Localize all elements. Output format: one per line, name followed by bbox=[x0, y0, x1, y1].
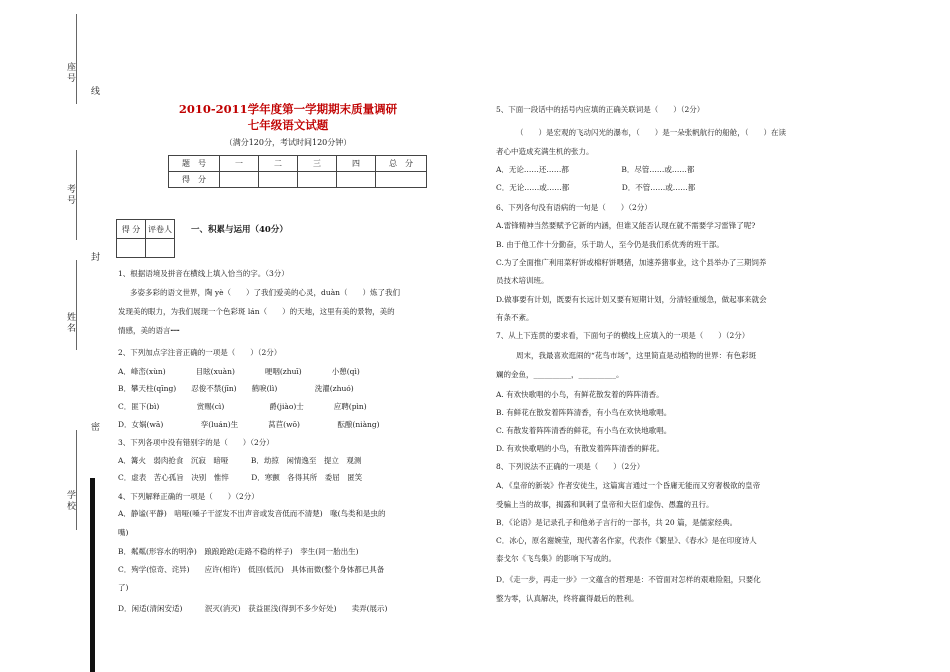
left-text-line: 多姿多彩的语文世界，陶 yè（ ）了我们爱美的心灵，duàn（ ）炼了我们 bbox=[130, 288, 400, 297]
score-header: 题 号 bbox=[169, 156, 220, 172]
right-text-line: C．冰心，原名谢婉莹，现代著名作家，代表作《繁星》、《春水》是在印度诗人 bbox=[496, 536, 757, 545]
school-label: 学校 bbox=[65, 490, 75, 512]
right-text-line: A. 有欢快歌唱的小鸟，有鲜花散发着的阵阵清香。 bbox=[496, 390, 664, 399]
binding-margin bbox=[0, 0, 110, 672]
left-text-line: 4、下列解释正确的一项是（ ）（2分） bbox=[118, 492, 259, 501]
score-cell[interactable] bbox=[298, 172, 337, 188]
score-cell[interactable] bbox=[337, 172, 376, 188]
grader-cell[interactable] bbox=[146, 239, 175, 258]
exam-note: （满分120分，考试时间120分钟） bbox=[224, 138, 352, 147]
left-text-line: C．匪下(bì) 赏赐(cì) 爵(jiào)士 应聘(pìn) bbox=[118, 402, 367, 411]
right-text-line: C.为了全面推广利用菜籽饼或棉籽饼喂猪，加速养猪事业，这个县举办了三期饲养 bbox=[496, 258, 767, 267]
name-label: 姓名 bbox=[65, 312, 75, 334]
margin-line bbox=[76, 14, 77, 104]
right-text-line: 斓的金鱼，__________，__________。 bbox=[496, 370, 624, 379]
right-text-line: 8、下列说法不正确的一项是（ ）（2分） bbox=[496, 462, 645, 471]
grader-label: 评卷人 bbox=[146, 220, 175, 239]
margin-mark-seal: 封 bbox=[89, 252, 99, 261]
left-text-line: C．虚表 苦心孤旨 决别 惟悴 D．寒颤 各得其所 委屈 匿笑 bbox=[118, 473, 363, 482]
margin-mark-line: 线 bbox=[89, 86, 99, 95]
grader-score-label: 得 分 bbox=[117, 220, 146, 239]
right-text-line: A.雷锋精神当然要赋予它新的内涵，但谁又能否认现在就不需要学习雷锋了呢? bbox=[496, 221, 756, 230]
right-text-line: 7、从上下连贯的要求看，下面句子的横线上应填入的一项是（ ）（2分） bbox=[496, 331, 750, 340]
exam-title: 2010-2011学年度第一学期期末质量调研 bbox=[178, 102, 398, 116]
margin-line bbox=[76, 260, 77, 350]
score-header: 四 bbox=[337, 156, 376, 172]
right-text-line: 5、下面一段话中的括号内应填的正确关联词是（ ）（2分） bbox=[496, 105, 705, 114]
right-text-line: D. 有欢快歌唱的小鸟，有散发着阵阵清香的鲜花。 bbox=[496, 444, 665, 453]
margin-mark-secret: 密 bbox=[89, 422, 99, 431]
right-text-line: 受骗上当的故事，揭露和讽刺了皇帝和大臣们虚伪、愚蠢的丑行。 bbox=[496, 500, 714, 509]
left-text-line: A．峰峦(xùn) 目眩(xuàn) 哽咽(zhuī) 小憩(qì) bbox=[118, 367, 360, 376]
exam-number-label: 考号 bbox=[65, 184, 75, 206]
right-text-line: B. 由于他工作十分勤奋，乐于助人，至今仍是我们系优秀的班干部。 bbox=[496, 240, 724, 249]
right-text-line: C. 有散发着阵阵清香的鲜花，有小鸟在欢快地歌唱。 bbox=[496, 426, 672, 435]
score-header: 总 分 bbox=[376, 156, 427, 172]
right-text-line: 整为零，认真解决，终将赢得最后的胜利。 bbox=[496, 594, 639, 603]
right-text-line: A．无论……还……都 B．尽管……或……都 bbox=[496, 165, 695, 174]
right-text-line: B．《论语》是记录孔子和他弟子言行的一部书，共 20 篇，是儒家经典。 bbox=[496, 518, 738, 527]
score-cell[interactable] bbox=[259, 172, 298, 188]
right-text-line: 员技术培训班。 bbox=[496, 276, 549, 285]
right-text-line: A．《皇帝的新装》作者安徒生，这篇寓言通过一个昏庸无能而又穷奢极欲的皇帝 bbox=[496, 481, 761, 490]
binding-bar bbox=[90, 478, 95, 672]
grader-cell[interactable] bbox=[117, 239, 146, 258]
right-text-line: 6、下列各句没有语病的一句是（ ）（2分） bbox=[496, 203, 652, 212]
score-header: 二 bbox=[259, 156, 298, 172]
left-text-line: 了) bbox=[118, 583, 129, 592]
left-text-line: B．粼粼(形容水的明净) 踉踉跄跄(走路不稳的样子) 孪生(同一胎出生) bbox=[118, 547, 359, 556]
score-cell[interactable] bbox=[376, 172, 427, 188]
seat-number-label: 座号 bbox=[65, 62, 75, 84]
right-text-line: B. 有鲜花在散发着阵阵清香，有小鸟在欢快地歌唱。 bbox=[496, 408, 672, 417]
right-text-line: D．《走一步，再走一步》一文蕴含的哲理是：不管面对怎样的艰难险阻，只要化 bbox=[496, 575, 761, 584]
score-cell[interactable] bbox=[220, 172, 259, 188]
left-text-line: B．攀天柱(qīng) 忍俊不禁(jīn) 鹤唳(lì) 洗濯(zhuó) bbox=[118, 384, 354, 393]
right-text-line: C．无论……或……都 D．不管……或……都 bbox=[496, 183, 696, 192]
score-header: 三 bbox=[298, 156, 337, 172]
left-text-line: A．静谧(平静) 喑哑(嗓子干涩发不出声音或发音低而不清楚) 喙(鸟类和是虫的 bbox=[118, 509, 386, 518]
right-text-line: 周末，我最喜欢逛闹的“花鸟市场”，这里简直是动植物的世界：有色彩斑 bbox=[516, 351, 757, 360]
left-text-line: 3、下列各项中没有错别字的是（ ）（2分） bbox=[118, 438, 274, 447]
right-text-line: 者心中造成充满生机的张力。 bbox=[496, 147, 594, 156]
right-text-line: 有条不紊。 bbox=[496, 313, 534, 322]
score-row-label: 得 分 bbox=[169, 172, 220, 188]
score-header: 一 bbox=[220, 156, 259, 172]
left-text-line: 发现美的眼力，为我们展现一个色彩斑 lán（ ）的天地，这里有美的景物，美的 bbox=[118, 307, 395, 316]
score-table bbox=[168, 155, 427, 188]
left-text-line: D．女娲(wā) 孪(luán)生 莴苣(wō) 酝酿(niàng) bbox=[118, 420, 380, 429]
left-text-line: 2、下列加点字注音正确的一项是（ ）（2分） bbox=[118, 348, 282, 357]
margin-line bbox=[76, 430, 77, 530]
left-text-line: C．殉学(惊奇、诧异) 应许(相许) 低回(低沉) 具体而微(整个身体都已具备 bbox=[118, 565, 385, 574]
left-text-line: A．篝火 弱肉抢食 沉寂 暗哑 B．劫掠 闲情逸至 提立 观测 bbox=[118, 456, 362, 465]
exam-subtitle: 七年级语文试题 bbox=[247, 118, 329, 132]
right-text-line: （ ）是宏观的飞动闪光的瀑布，（ ）是一朵张帆航行的船舱，（ ）在读 bbox=[516, 128, 786, 137]
left-text-line: D．闲适(清闲安适) 泯灭(消灭) 获益匪浅(得到不多少好处) 卖弄(展示) bbox=[118, 604, 388, 613]
right-text-line: 泰戈尔《飞鸟集》的影响下写成的。 bbox=[496, 554, 616, 563]
section-heading: 一、积累与运用（40分） bbox=[191, 225, 288, 235]
right-text-line: D.做事要有计划，既要有长远计划又要有短期计划，分清轻重缓急，做起事来就会 bbox=[496, 295, 767, 304]
grader-table bbox=[116, 219, 175, 258]
left-text-line: 情感，美的语言┅┅ bbox=[118, 326, 180, 335]
left-text-line: 1、根据语境及拼音在横线上填入恰当的字。（3分） bbox=[118, 269, 289, 278]
left-text-line: 嘴) bbox=[118, 528, 129, 537]
